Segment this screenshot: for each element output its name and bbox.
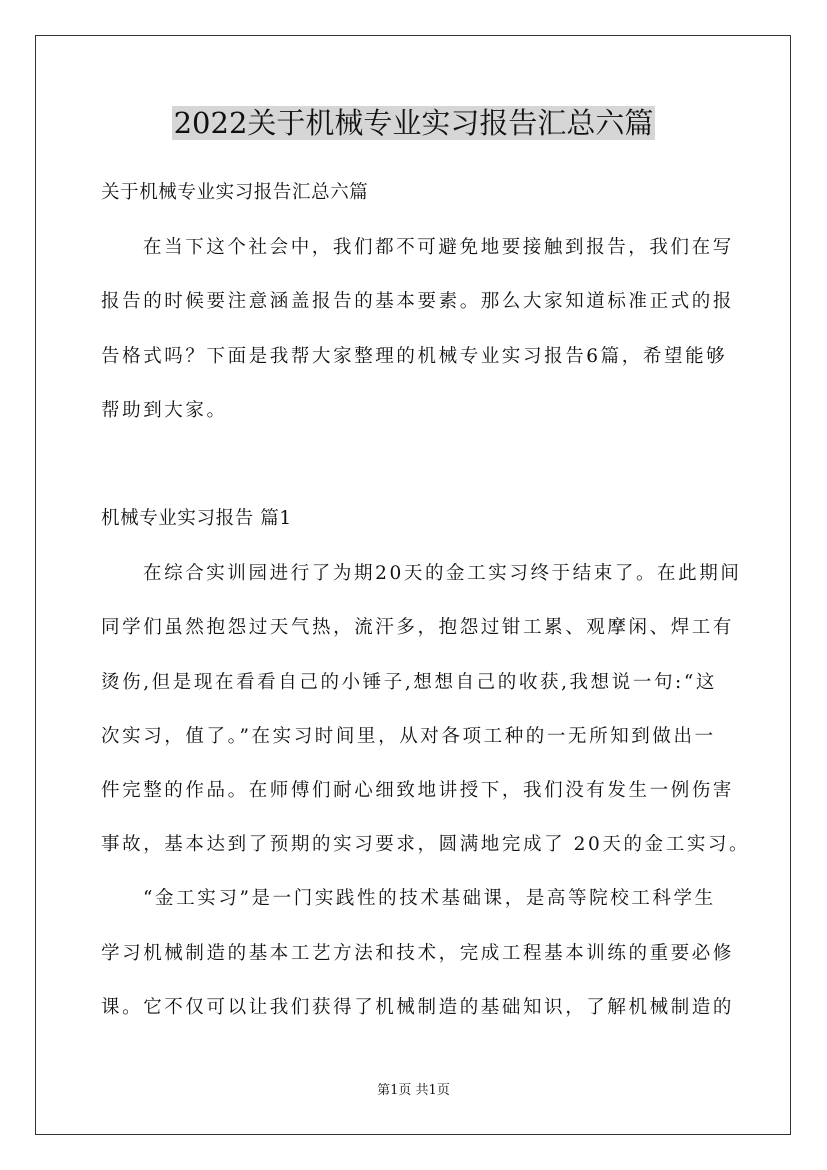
paragraph1-line-2: 同学们虽然抱怨过天气热，流汗多，抱怨过钳工累、观摩闲、焊工有	[101, 617, 735, 638]
intro-line-4: 帮助到大家。	[101, 400, 228, 421]
paragraph1-line-3: 烫伤,但是现在看看自己的小锤子,想想自己的收获,我想说一句:“这	[101, 672, 718, 693]
paragraph2-line-2: 学习机械制造的基本工艺方法和技术，完成工程基本训练的重要必修	[101, 943, 735, 964]
section-heading: 机械专业实习报告 篇1	[101, 508, 292, 529]
document-title	[0, 103, 827, 143]
paragraph1-line-4: 次实习，值了。”在实习时间里，从对各项工种的一无所知到做出一	[101, 726, 716, 747]
intro-line-2: 报告的时候要注意涵盖报告的基本要素。那么大家知道标准正式的报	[101, 291, 735, 312]
paragraph2-line-1: “金工实习”是一门实践性的技术基础课，是高等院校工科学生	[143, 888, 716, 909]
paragraph1-line-5: 件完整的作品。在师傅们耐心细致地讲授下，我们没有发生一例伤害	[101, 780, 735, 801]
intro-line-3: 告格式吗？下面是我帮大家整理的机械专业实习报告6篇，希望能够	[101, 346, 728, 367]
document-title-text: 2022关于机械专业实习报告汇总六篇	[173, 106, 654, 140]
intro-line-1: 在当下这个社会中，我们都不可避免地要接触到报告，我们在写	[143, 237, 734, 258]
paragraph2-line-3: 课。它不仅可以让我们获得了机械制造的基础知识，了解机械制造的	[101, 997, 735, 1018]
paragraph1-line-1: 在综合实训园进行了为期20天的金工实习终于结束了。在此期间	[143, 563, 742, 584]
page-footer: 第1页 共1页	[377, 1083, 450, 1098]
document-subtitle: 关于机械专业实习报告汇总六篇	[101, 182, 369, 203]
paragraph1-line-6: 事故，基本达到了预期的实习要求，圆满地完成了 20天的金工实习。	[101, 834, 751, 855]
